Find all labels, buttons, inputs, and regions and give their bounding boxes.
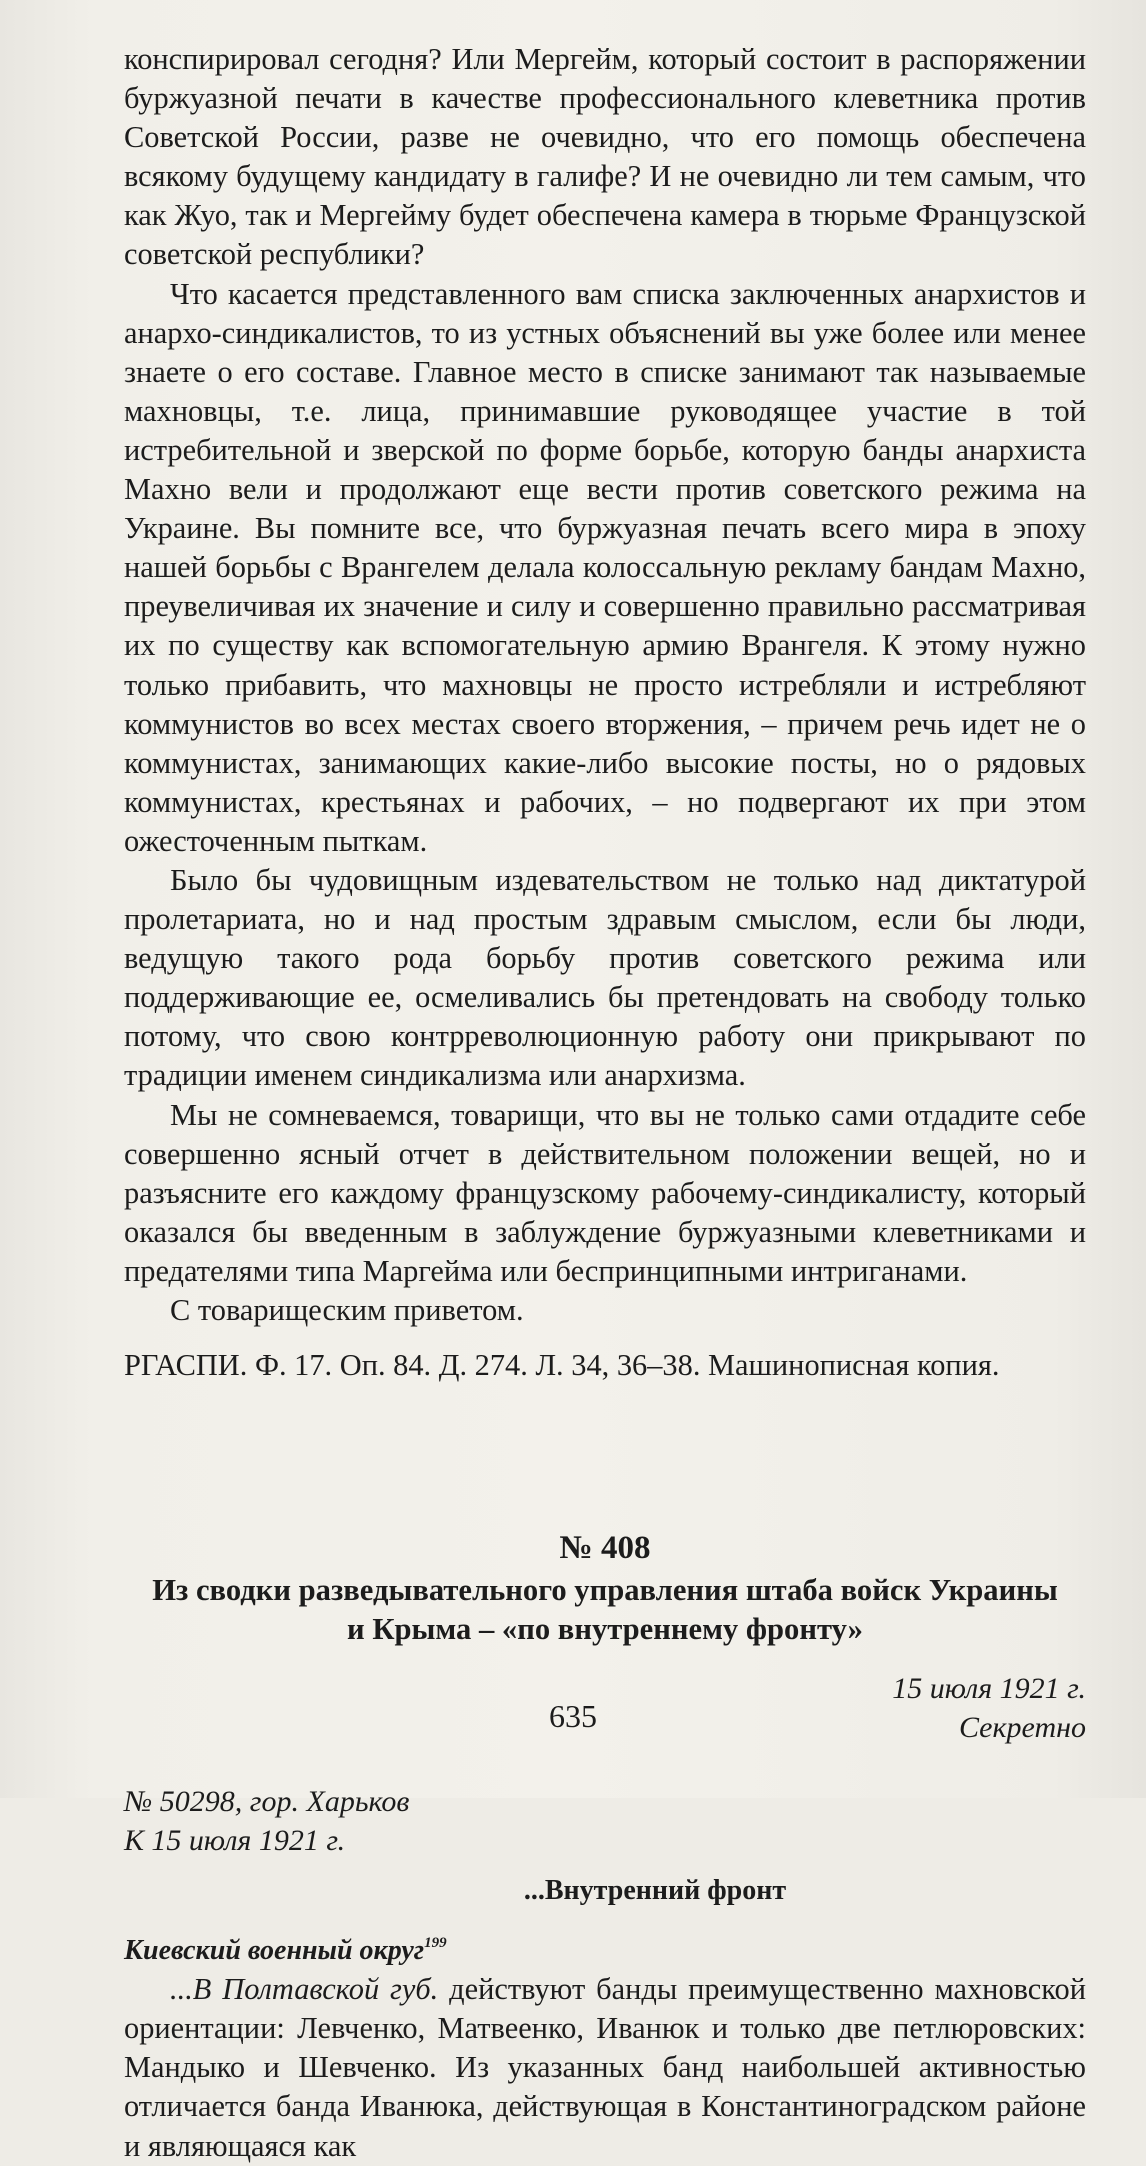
registration-number: № 50298, гор. Харьков [124, 1785, 410, 1819]
registration-date: К 15 июля 1921 г. [124, 1824, 346, 1858]
report-lead: ...В Полтавской губ. [170, 1972, 439, 2007]
district-name: Киевский военный округ [124, 1935, 425, 1967]
footnote-marker: 199 [424, 1935, 447, 1952]
document-title-line-1: Из сводки разведывательного управления штаба войск Украины [152, 1573, 1058, 1608]
paragraph-3: Было бы чудовищным издевательством не только над диктатурой пролетариата, но и над простым здравым смыслом, если бы люди, ведущую такого рода борьбу против советского режима или поддерживающие ее, осмеливались бы претендовать на свободу только потому, что свою контрреволюционную работу они прикрывают по традиции именем синдикализма или анархизма. [124, 862, 1086, 1093]
report-text: действуют банды преимущественно махновской ориентации: Левченко, Матвеенко, Иванюк и только две петлюровских: Мандыко и Шевченко. Из указанных банд наибольшей активностью отличается банда Иванюка, действующая в Константиноградском районе и являющаяся как [124, 1972, 1086, 2163]
text-column [124, 40, 1086, 2166]
archive-source: РГАСПИ. Ф. 17. Оп. 84. Д. 274. Л. 34, 36–38. Машинописная копия. [124, 1348, 1000, 1383]
document-number: № 408 [559, 1530, 651, 1567]
page-number: 635 [549, 1698, 597, 1734]
paragraph-1: конспирировал сегодня? Или Мергейм, который состоит в распоряжении буржуазной печати в качестве профессионального клеветника против Советской России, разве не очевидно, что его помощь обеспечена всякому будущему кандидату в галифе? И не очевидно ли тем самым, что как Жуо, так и Мергейму будет обеспечена камера в тюрьме Французской советской республики? [124, 42, 1086, 272]
document-classification: Секретно [958, 1711, 1086, 1745]
closing-line: С товарищеским приветом. [170, 1293, 524, 1327]
document-date: 15 июля 1921 г. [892, 1672, 1086, 1706]
document-title-line-2: и Крыма – «по внутреннему фронту» [347, 1612, 863, 1647]
report-paragraph [124, 1970, 1086, 2165]
paragraph-2: Что касается представленного вам списка заключенных анархистов и анархо-синдикалистов, то из устных объяснений вы уже более или менее знаете о его составе. Главное место в списке занимают так называемые махновцы, т.е. лица, принимавшие руководящее участие в той истребительной и зверской по форме борьбе, которую банды анархиста Махно вели и продолжают еще вести против советского режима на Украине. Вы помните все, что буржуазная печать всего мира в эпоху нашей борьбы с Врангелем делала колоссальную рекламу бандам Махно, преувеличивая их значение и силу и совершенно правильно рассматривая их по существу как вспомогательную армию Врангеля. К этому нужно только прибавить, что махновцы не просто истребляли и истребляют коммунистов во всех местах своего вторжения, – причем речь идет не о коммунистах, занимающих какие-либо высокие посты, но о рядовых коммунистах, крестьянах и рабочих, – но подвергают их при этом ожесточенным пыткам. [124, 276, 1086, 858]
paragraph-4: Мы не сомневаемся, товарищи, что вы не только сами отдадите себе совершенно ясный отчет в действительном положении вещей, но и разъясните его каждому французскому рабочему-синдикалисту, который оказался бы введенным в заблуждение буржуазными клеветниками и предателями типа Маргейма или беспринципными интриганами. [124, 1097, 1086, 1288]
district-heading [124, 1924, 1086, 1970]
section-heading: ...Внутренний фронт [523, 1875, 787, 1907]
